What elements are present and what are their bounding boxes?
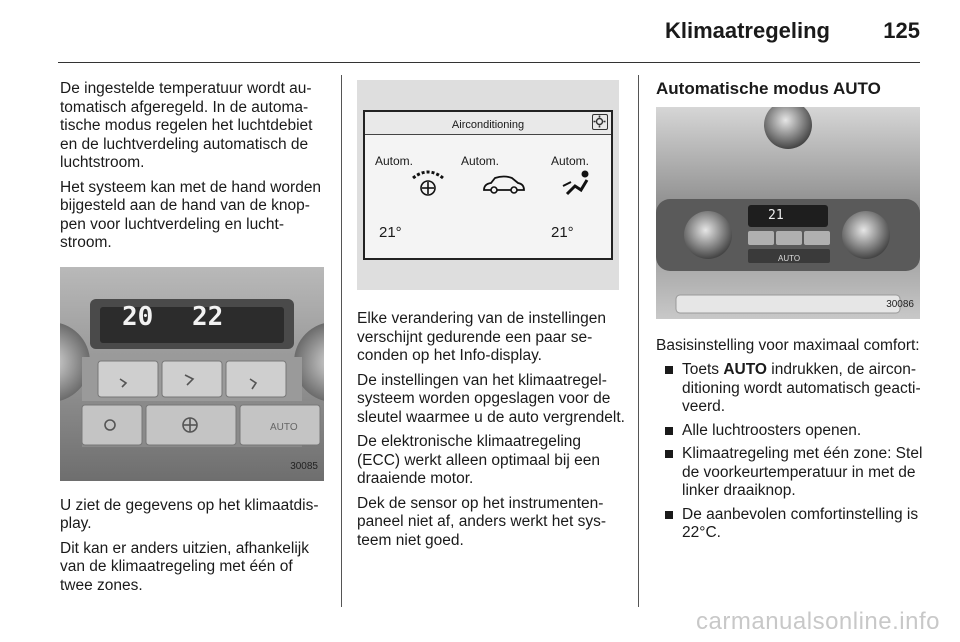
figure-number: 30086 xyxy=(886,299,914,310)
paragraph: Dek de sensor op het instrumentenpaneel niet af, anders werkt het systeem niet goed. xyxy=(357,494,607,549)
header-rule xyxy=(58,62,920,63)
list-item: De aanbevolen comfortinstelling is 22°C. xyxy=(656,506,924,543)
bullet-list xyxy=(656,361,924,543)
watermark[interactable]: carmanualsonline.info xyxy=(696,608,940,635)
car-recirculation-icon xyxy=(481,174,527,196)
paragraph: De ingestelde temperatuur wordt automatisch afgeregeld. In de automatische modus regelen het luchtdebiet en de luchtverdeling automatisch de luchtstroom. xyxy=(60,80,313,171)
paragraph: Elke verandering van de instellingen verschijnt gedurende een paar seconden op het Info-display. xyxy=(357,310,607,364)
auto-key-label: AUTO xyxy=(723,361,767,378)
list-item: Toets AUTO indrukken, de airconditioning wordt automatisch geactiveerd. xyxy=(656,361,924,417)
info-display-figure xyxy=(357,80,619,290)
auto-mode-panel-illustration xyxy=(656,107,920,319)
climate-panel-photo xyxy=(60,267,324,481)
auto-button-label: AUTO xyxy=(270,421,298,433)
paragraph: De instellingen van het klimaatregelsysteem worden opgeslagen voor de sleutel waarmee u de auto vergrendelt. xyxy=(357,371,625,426)
auto-mode-panel-photo xyxy=(656,107,920,319)
paragraph: U ziet de gegevens op het klimaatdisplay. xyxy=(60,496,319,532)
screen-title: Airconditioning xyxy=(451,119,525,131)
paragraph: Basisinstelling voor maximaal comfort: xyxy=(656,336,920,354)
autom-label-1: Autom. xyxy=(375,154,414,168)
bullet-square-icon xyxy=(665,450,673,458)
bullet-square-icon xyxy=(665,427,673,435)
section-heading: Automatische modus AUTO xyxy=(656,79,881,98)
list-item: Alle luchtroosters openen. xyxy=(656,422,924,441)
page-header xyxy=(0,0,960,60)
list-item: Klimaatregeling met één zone: Stel de voorkeurtemperatuur in met de linker draaiknop. xyxy=(656,445,924,501)
display-right-temperature: 22 xyxy=(192,301,224,332)
column-3 xyxy=(656,80,924,548)
air-distribution-icon xyxy=(561,168,593,200)
bullet-square-icon xyxy=(665,511,673,519)
climate-panel-illustration xyxy=(60,267,324,481)
settings-icon[interactable] xyxy=(592,114,608,130)
paragraph: Dit kan er anders uitzien, afhankelijk van de klimaatregeling met één of twee zones. xyxy=(60,539,309,594)
autom-label-3: Autom. xyxy=(551,154,590,168)
column-1 xyxy=(60,80,328,601)
figure-number: 30085 xyxy=(290,461,318,472)
display-left-temperature: 20 xyxy=(122,301,154,332)
column-divider-2 xyxy=(638,75,639,607)
info-display-screen xyxy=(363,110,613,260)
autom-label-2: Autom. xyxy=(461,154,500,168)
paragraph: De elektronische klimaatregeling (ECC) werkt alleen optimaal bij een draaiende motor. xyxy=(357,433,600,487)
temperature-right: 21° xyxy=(551,224,574,241)
page-title: Klimaatregeling xyxy=(664,18,830,43)
column-divider-1 xyxy=(341,75,342,607)
bullet-square-icon xyxy=(665,366,673,374)
page-number: 125 xyxy=(883,18,920,43)
fan-icon xyxy=(409,168,447,198)
paragraph: Het systeem kan met de hand worden bijgesteld aan de hand van de knoppen voor luchtverdeling en luchtstroom. xyxy=(60,178,322,251)
display-temperature: 21 xyxy=(768,207,784,223)
auto-button-label: AUTO xyxy=(778,253,801,263)
temperature-left: 21° xyxy=(379,224,402,241)
column-2 xyxy=(357,80,625,556)
